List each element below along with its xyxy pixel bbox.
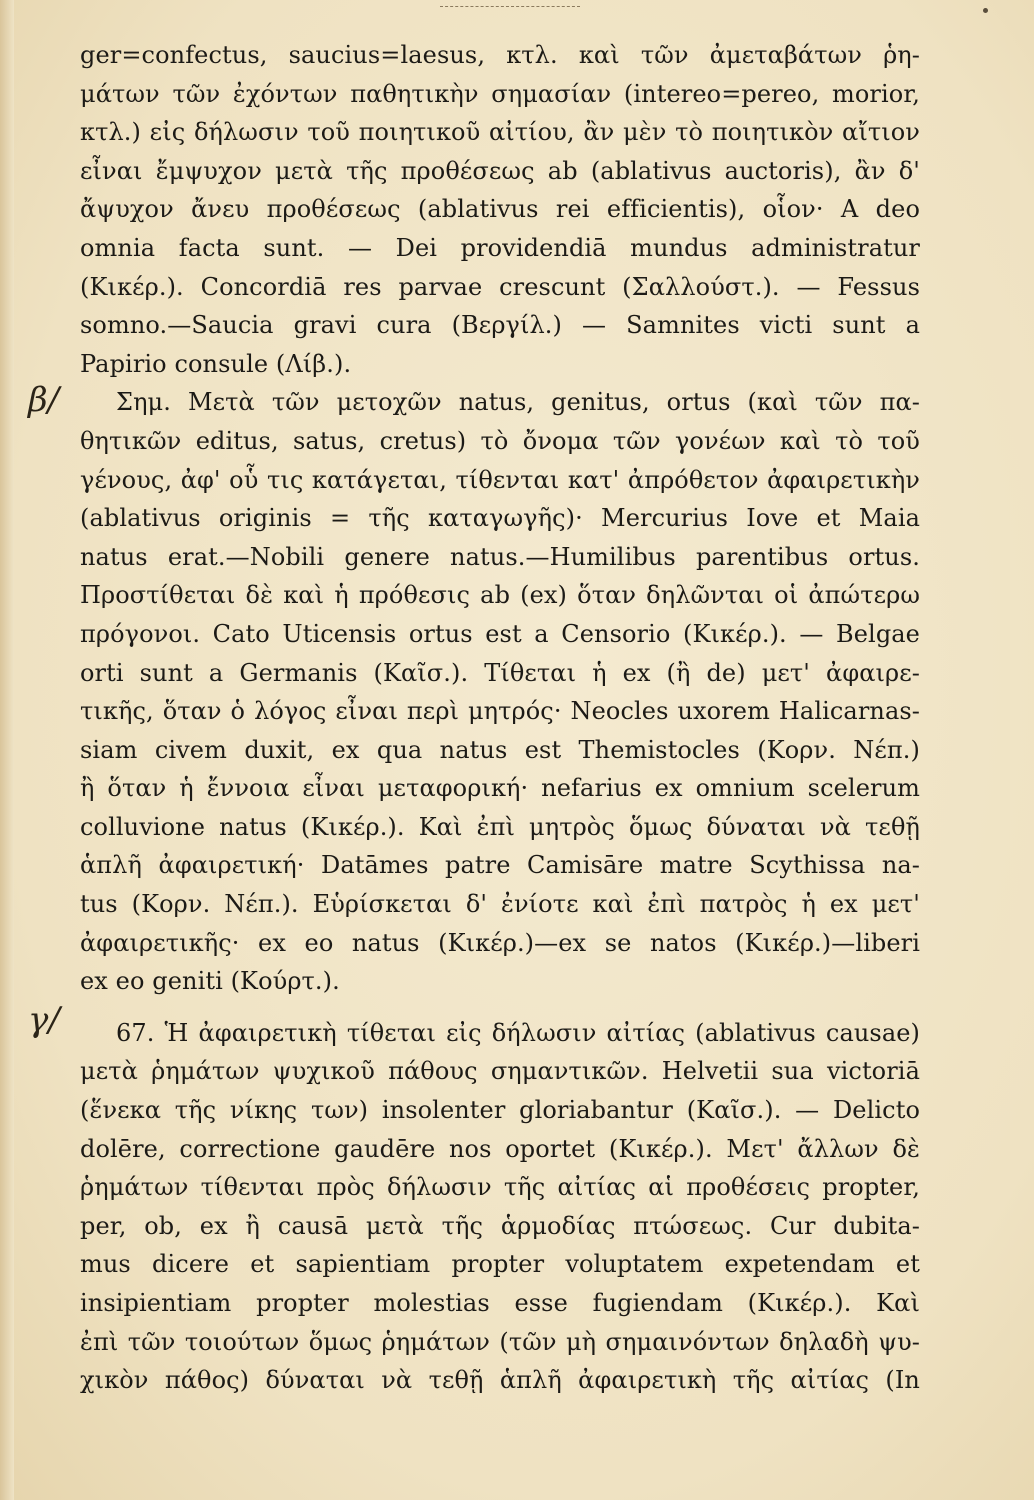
text-line: per, ob, ex ἢ causā μετὰ τῆς ἁρμοδίας πτώσεως. Cur dubita- xyxy=(80,1211,920,1240)
text-line: (ἕνεκα τῆς νίκης των) insolenter gloriabantur (Καῖσ.). — Delicto xyxy=(80,1096,920,1125)
text-line: γένους, ἀφ' οὗ τις κατάγεται, τίθενται κατ' ἀπρόθετον ἀφαιρετικὴν xyxy=(80,465,920,494)
text-line: Σημ. Μετὰ τῶν μετοχῶν natus, genitus, ortus (καὶ τῶν πα- xyxy=(116,388,920,417)
text-line: (Κικέρ.). Concordiā res parvae crescunt (Σαλλούστ.). — Fessus xyxy=(80,272,920,301)
text-line: colluvione natus (Κικέρ.). Καὶ ἐπὶ μητρὸς ὅμως δύναται νὰ τεθῇ xyxy=(80,812,920,841)
text-line: ἀφαιρετικῆς· ex eo natus (Κικέρ.)—ex se natos (Κικέρ.)—liberi xyxy=(80,928,920,957)
text-line: μετὰ ῥημάτων ψυχικοῦ πάθους σημαντικῶν. Helvetii sua victoriā xyxy=(80,1057,920,1086)
text-line: ἢ ὅταν ἡ ἔννοια εἶναι μεταφορική· nefarius ex omnium scelerum xyxy=(80,774,920,803)
text-line: ex eo geniti (Κούρτ.). xyxy=(80,967,340,996)
text-line: πρόγονοι. Cato Uticensis ortus est a Censorio (Κικέρ.). — Belgae xyxy=(80,619,920,648)
text-line: Papirio consule (Λίβ.). xyxy=(80,349,352,378)
text-line: ἐπὶ τῶν τοιούτων ὅμως ῥημάτων (τῶν μὴ σημαινόντων δηλαδὴ ψυ- xyxy=(80,1327,920,1356)
margin-note-gamma: γ/ xyxy=(28,1000,60,1040)
text-line: θητικῶν editus, satus, cretus) τὸ ὄνομα τῶν γονέων καὶ τὸ τοῦ xyxy=(80,426,920,455)
text-line: dolēre, correctione gaudēre nos oportet (Κικέρ.). Μετ' ἄλλων δὲ xyxy=(80,1134,920,1163)
text-line: ῥημάτων τίθενται πρὸς δήλωσιν τῆς αἰτίας αἱ προθέσεις propter, xyxy=(80,1173,920,1202)
text-line: orti sunt a Germanis (Καῖσ.). Τίθεται ἡ ex (ἢ de) μετ' ἀφαιρε- xyxy=(80,658,920,687)
text-line: 67. Ἡ ἀφαιρετικὴ τίθεται εἰς δήλωσιν αἰτίας (ablativus causae) xyxy=(116,1018,920,1047)
text-line: εἶναι ἔμψυχον μετὰ τῆς προθέσεως ab (ablativus auctoris), ἂν δ' xyxy=(80,156,920,185)
text-line: omnia facta sunt. — Dei providendiā mundus administratur xyxy=(80,233,920,262)
text-line: ἄψυχον ἄνευ προθέσεως (ablativus rei efficientis), οἷον· A deo xyxy=(80,195,920,224)
text-line: χικὸν πάθος) δύναται νὰ τεθῇ ἁπλῆ ἀφαιρετικὴ τῆς αἰτίας (In xyxy=(80,1366,920,1395)
text-line: somno.—Saucia gravi cura (Βεργίλ.) — Samnites victi sunt a xyxy=(80,311,920,340)
top-dashed-rule xyxy=(440,6,580,7)
text-line: ger=confectus, saucius=laesus, κτλ. καὶ τῶν ἀμεταβάτων ῥη- xyxy=(80,41,920,69)
text-line: μάτων τῶν ἐχόντων παθητικὴν σημασίαν (intereo=pereo, morior, xyxy=(80,79,920,108)
ink-spot xyxy=(983,8,988,13)
text-line: mus dicere et sapientiam propter voluptatem expetendam et xyxy=(80,1250,920,1279)
text-line: insipientiam propter molestias esse fugiendam (Κικέρ.). Καὶ xyxy=(80,1289,920,1317)
text-line: tus (Κορν. Νέπ.). Εὑρίσκεται δ' ἐνίοτε καὶ ἐπὶ πατρὸς ἡ ex μετ' xyxy=(80,890,920,919)
body-text xyxy=(80,36,920,1400)
text-line: τικῆς, ὅταν ὁ λόγος εἶναι περὶ μητρός· Neocles uxorem Halicarnas- xyxy=(80,697,920,726)
text-line: ἁπλῆ ἀφαιρετική· Datāmes patre Camisāre matre Scythissa na- xyxy=(80,851,920,880)
text-line: siam civem duxit, ex qua natus est Themistocles (Κορν. Νέπ.) xyxy=(80,735,920,764)
text-line: Προστίθεται δὲ καὶ ἡ πρόθεσις ab (ex) ὅταν δηλῶνται οἱ ἀπώτερω xyxy=(80,581,920,610)
text-line: (ablativus originis = τῆς καταγωγῆς)· Mercurius Iove et Maia xyxy=(80,504,920,533)
text-line: κτλ.) εἰς δήλωσιν τοῦ ποιητικοῦ αἰτίου, ἂν μὲν τὸ ποιητικὸν αἴτιον xyxy=(80,118,920,147)
page-binding-edge xyxy=(0,0,14,1500)
margin-note-beta: β/ xyxy=(28,380,60,420)
text-line: natus erat.—Nobili genere natus.—Humilibus parentibus ortus. xyxy=(80,542,920,571)
